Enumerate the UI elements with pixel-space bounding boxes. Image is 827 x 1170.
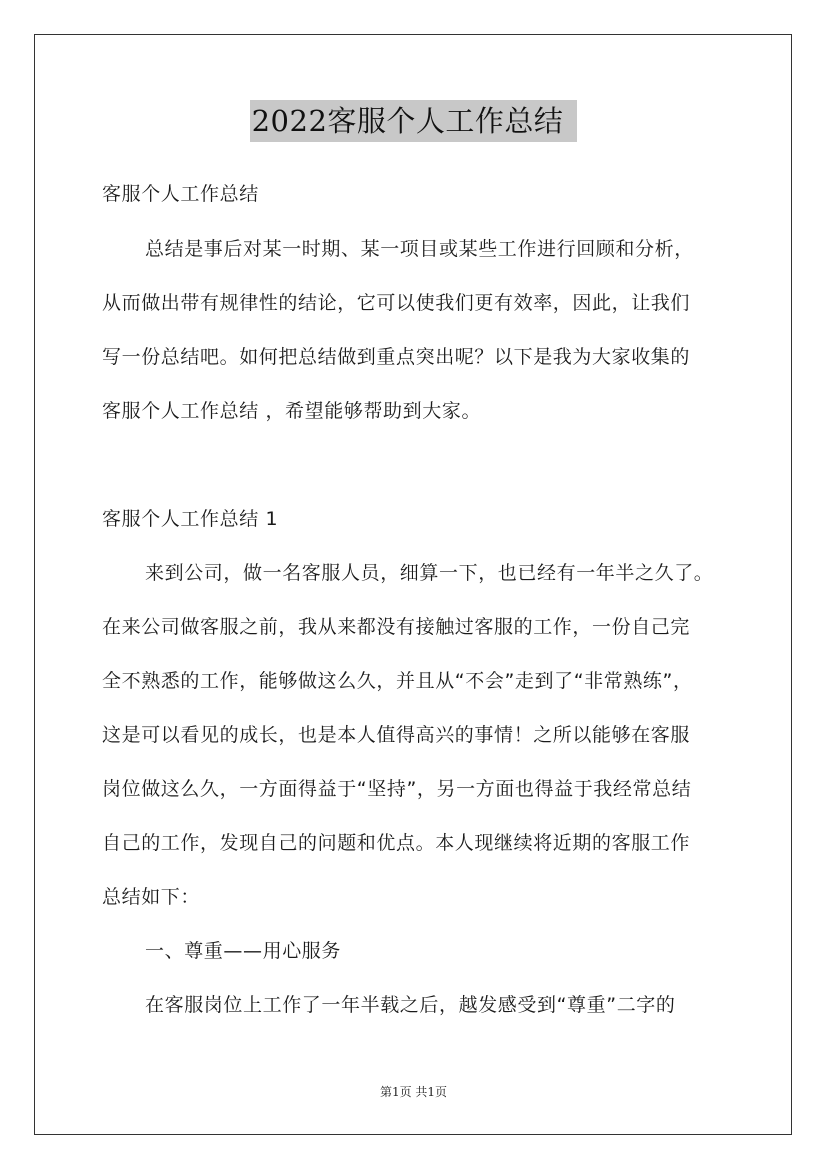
paragraph-line: 在来公司做客服之前，我从来都没有接触过客服的工作，一份自己完 [102,616,691,638]
document-title: 2022客服个人工作总结 [250,100,578,142]
paragraph-line: 写一份总结吧。如何把总结做到重点突出呢？以下是我为大家收集的 [102,346,691,368]
page-footer: 第1页 共1页 [379,1085,448,1099]
paragraph-line: 岗位做这么久，一方面得益于“坚持”，另一方面也得益于我经常总结 [102,778,692,800]
title-wrap [0,100,827,142]
paragraph-line: 从而做出带有规律性的结论，它可以使我们更有效率，因此，让我们 [102,292,691,314]
paragraph-line: 来到公司，做一名客服人员，细算一下，也已经有一年半之久了。 [145,562,714,584]
paragraph-line: 在客服岗位上工作了一年半载之后，越发感受到“尊重”二字的 [145,994,676,1016]
paragraph-line: 客服个人工作总结 ，希望能够帮助到大家。 [102,400,482,422]
paragraph-line: 总结是事后对某一时期、某一项目或某些工作进行回顾和分析， [145,238,694,260]
paragraph-line: 总结如下： [102,886,201,908]
paragraph-line: 这是可以看见的成长，也是本人值得高兴的事情！之所以能够在客服 [102,724,691,746]
paragraph-line: 自己的工作，发现自己的问题和优点。本人现继续将近期的客服工作 [102,832,691,854]
subsection-heading: 一、尊重——用心服务 [145,940,342,962]
paragraph-line: 全不熟悉的工作，能够做这么久，并且从“不会”走到了“非常熟练”， [102,670,693,692]
section-heading-intro: 客服个人工作总结 [102,183,259,205]
section-heading-1: 客服个人工作总结 1 [102,508,279,530]
